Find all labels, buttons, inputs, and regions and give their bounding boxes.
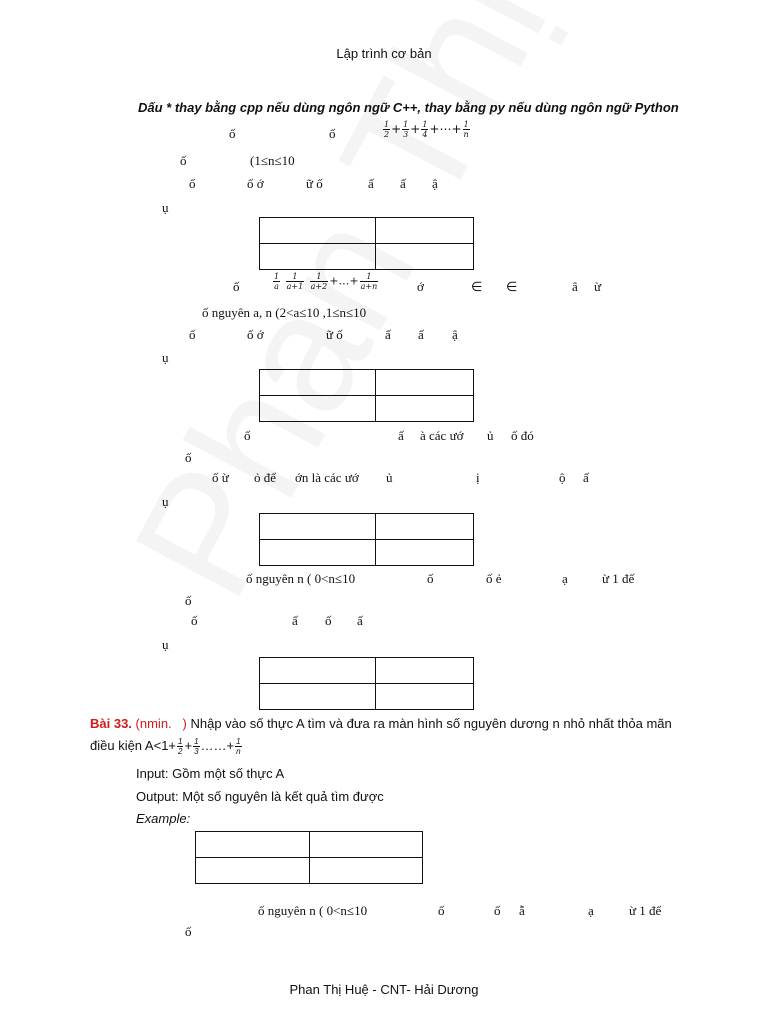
sec4-glyph: ố bbox=[325, 613, 332, 628]
sec3-glyph: ố bbox=[185, 450, 192, 465]
element-of-symbol: ∈ bbox=[506, 279, 518, 294]
sec3-glyph: ủ bbox=[487, 428, 494, 443]
sec5-glyph: ố bbox=[494, 903, 501, 918]
page-footer: Phan Thị Huệ - CNT- Hải Dương bbox=[289, 982, 479, 997]
sec3-glyph: ị bbox=[476, 470, 480, 485]
sec3-glyph: ớn là các ướ bbox=[295, 470, 359, 485]
exercise-input: Input: Gồm một số thực A bbox=[136, 766, 285, 781]
sec4-glyph: ạ bbox=[562, 571, 568, 586]
sec1-glyph: ụ bbox=[162, 200, 169, 215]
exercise-33-heading bbox=[90, 716, 672, 731]
sum-formula: $\frac{1}{a}$ $\frac{1}{a+1}$ $\frac{1}{a+2}$ +…+ $\frac{1}{a+n}$ bbox=[274, 272, 378, 291]
sec2-glyph: ố bbox=[189, 327, 196, 342]
sec1-condition: (1≤n≤10 bbox=[250, 153, 295, 168]
sec3-glyph: ủ bbox=[386, 470, 393, 485]
sec4-glyph: ố bbox=[191, 613, 198, 628]
sec4-glyph: ấ bbox=[357, 613, 363, 628]
exercise-output: Output: Một số nguyên là kết quả tìm được bbox=[136, 789, 384, 804]
sec2-glyph: ấ bbox=[385, 327, 391, 342]
sec3-glyph: ố bbox=[244, 428, 251, 443]
sec2-glyph: ữ ố bbox=[326, 327, 343, 342]
example-table-5 bbox=[195, 831, 423, 884]
sec3-glyph: ỏ để bbox=[254, 470, 277, 485]
sec3-glyph: à các ướ bbox=[420, 428, 464, 443]
sec4-glyph: ố bbox=[427, 571, 434, 586]
exercise-example-label: Example: bbox=[136, 811, 191, 826]
sec3-glyph: ấ bbox=[583, 470, 589, 485]
sec1-glyph: ậ bbox=[432, 176, 438, 191]
harmonic-formula: $\frac{1}{2}$ + $\frac{1}{3}$ + $\frac{1}{4}$ +⋯+ $\frac{1}{n}$ bbox=[384, 120, 469, 139]
sec1-glyph: ấ bbox=[368, 176, 374, 191]
sec3-glyph: ộ bbox=[559, 470, 566, 485]
sec2-glyph: ừ bbox=[594, 279, 602, 294]
exercise-statement: Nhập vào số thực A tìm và đưa ra màn hình số nguyên dương n nhỏ nhất thỏa mãn bbox=[190, 716, 672, 731]
exercise-tag: (nmin. ) bbox=[135, 716, 187, 731]
page-header: Lập trình cơ bản bbox=[336, 46, 432, 61]
sec4-glyph: ừ 1 đế bbox=[602, 571, 635, 586]
sec3-glyph: ố đó bbox=[511, 428, 534, 443]
sec5-glyph: ố bbox=[438, 903, 445, 918]
sec4-glyph: ấ bbox=[292, 613, 298, 628]
sec3-glyph: ố ừ bbox=[212, 470, 229, 485]
sec3-glyph: ấ bbox=[398, 428, 404, 443]
sec1-glyph: ố bbox=[329, 126, 336, 141]
sec2-glyph: ụ bbox=[162, 350, 169, 365]
language-note: Dấu * thay bằng cpp nếu dùng ngôn ngữ C++, thay bằng py nếu dùng ngôn ngữ Python bbox=[138, 100, 679, 115]
exercise-condition: điều kiện A<1+ $\frac{1}{2}$ + $\frac{1}{3}$ ……+ $\frac{1}{n}$ bbox=[90, 737, 241, 756]
sec4-input-line: ố nguyên n ( 0<n≤10 bbox=[246, 571, 356, 586]
sec5-input-line: ố nguyên n ( 0<n≤10 bbox=[258, 903, 368, 918]
sec2-glyph: ấ bbox=[418, 327, 424, 342]
exercise-number: Bài 33. bbox=[90, 716, 132, 731]
sec1-glyph: ấ bbox=[400, 176, 406, 191]
example-table-1 bbox=[259, 217, 474, 270]
sec2-glyph: â bbox=[572, 279, 578, 294]
sec1-glyph: ữ ố bbox=[306, 176, 323, 191]
example-table-3 bbox=[259, 513, 474, 566]
sec3-glyph: ụ bbox=[162, 494, 169, 509]
sec5-glyph: ạ bbox=[588, 903, 594, 918]
sec1-glyph: ố bbox=[189, 176, 196, 191]
sec4-glyph: ố bbox=[185, 593, 192, 608]
sec2-glyph: ậ bbox=[452, 327, 458, 342]
example-table-2 bbox=[259, 369, 474, 422]
sec4-glyph: ố ẻ bbox=[486, 571, 502, 586]
element-of-symbol: ∈ bbox=[471, 279, 483, 294]
example-table-4 bbox=[259, 657, 474, 710]
sec5-glyph: ố bbox=[185, 924, 192, 939]
sec1-glyph: ố bbox=[180, 153, 187, 168]
sec2-glyph: ố ớ bbox=[247, 327, 264, 342]
sec2-glyph: ố bbox=[233, 279, 240, 294]
sec1-glyph: ố ớ bbox=[247, 176, 264, 191]
sec4-glyph: ụ bbox=[162, 637, 169, 652]
sec2-glyph: ớ bbox=[417, 279, 424, 294]
sec1-glyph: ố bbox=[229, 126, 236, 141]
sec2-input-line: ố nguyên a, n (2<a≤10 ,1≤n≤10 bbox=[202, 305, 367, 320]
sec5-glyph: ẫ bbox=[519, 903, 525, 918]
sec5-glyph: ừ 1 đế bbox=[629, 903, 662, 918]
